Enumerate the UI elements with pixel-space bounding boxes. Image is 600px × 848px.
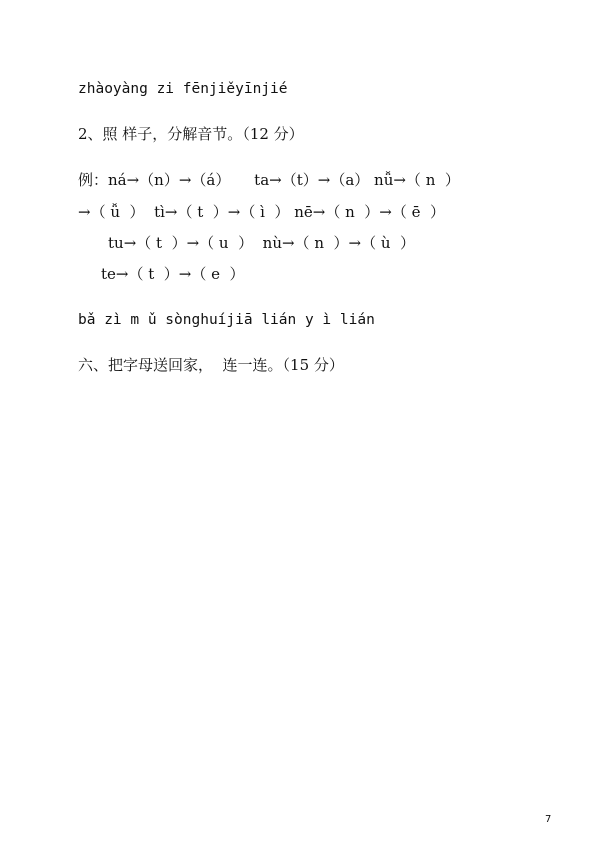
section-six-heading: 六、把字母送回家， 连一连。（15 分） — [78, 356, 344, 374]
decomposition-line-1: →（ ǚ ） tì→（ t ）→（ ì ） nē→（ n ）→（ ē ） — [78, 203, 446, 221]
exercise-heading: 2、照 样子，分解音节。（12 分） — [78, 125, 304, 143]
decomposition-line-3: te→（ t ）→（ e ） — [101, 265, 245, 283]
page-number: 7 — [545, 814, 552, 825]
example-line: 例：ná→（n）→（á） ta→（t）→（a） nǚ→（ n ） — [78, 171, 460, 189]
decomposition-line-2: tu→（ t ）→（ u ） nù→（ n ）→（ ù ） — [108, 234, 416, 252]
pinyin-instruction-line: bǎ zì m ǔ sònghuíjiā lián y ì lián — [78, 312, 375, 328]
pinyin-heading-line: zhàoyàng zi fēnjiěyīnjié — [78, 81, 288, 97]
